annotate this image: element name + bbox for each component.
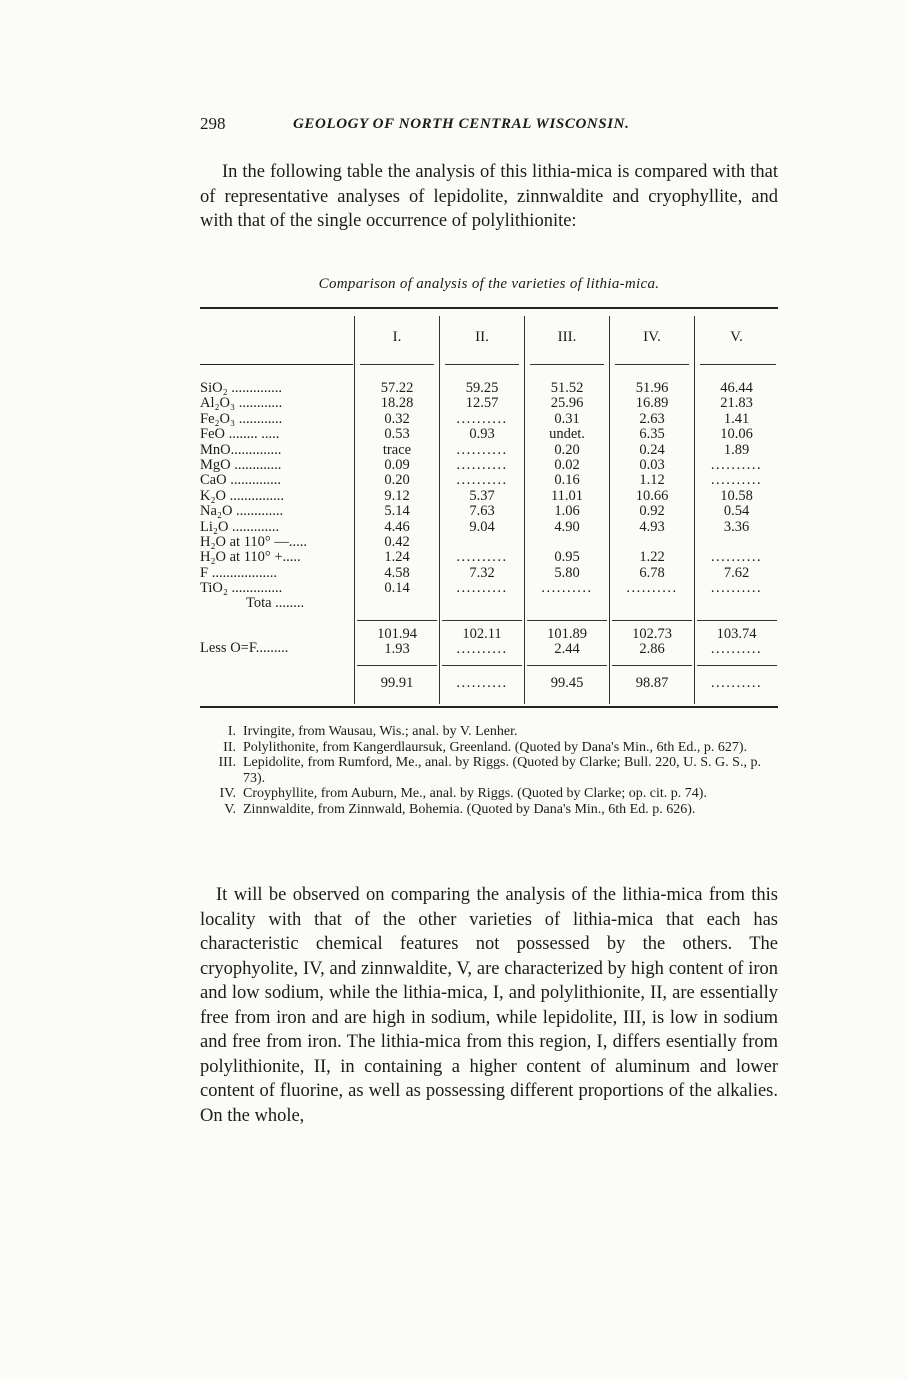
row-label: F .................. bbox=[200, 564, 277, 581]
table-cell: 0.92 bbox=[639, 503, 665, 520]
column-iv-values bbox=[610, 381, 694, 612]
table-cell: 1.22 bbox=[639, 549, 665, 566]
footnote bbox=[200, 724, 778, 740]
final-value: 99.45 bbox=[550, 675, 584, 691]
table-cell: 4.58 bbox=[384, 564, 410, 581]
table-caption: Comparison of analysis of the varieties of lithia-mica. bbox=[318, 276, 660, 292]
table-cell: 11.01 bbox=[550, 487, 584, 504]
table-cell bbox=[695, 596, 778, 611]
column-header-rule bbox=[700, 364, 776, 365]
column-ii-values bbox=[440, 381, 524, 612]
table-cell: 12.57 bbox=[465, 395, 499, 412]
less-value: 2.86 bbox=[639, 641, 665, 657]
page-header bbox=[200, 114, 780, 138]
footnote-text: Lepidolite, from Rumford, Me., anal. by Riggs. (Quoted by Clarke; Bull. 220, U. S. G. S., p. 73). bbox=[243, 755, 761, 786]
table-cell bbox=[525, 596, 609, 611]
row-label: MgO ............. bbox=[200, 456, 282, 473]
less-value: .......... bbox=[710, 641, 763, 657]
table-cell bbox=[440, 535, 524, 550]
table-cell bbox=[695, 535, 778, 550]
table-cell: 5.14 bbox=[384, 503, 410, 520]
table-cell: 7.62 bbox=[723, 564, 750, 581]
sum-rule bbox=[697, 665, 777, 666]
table-cell: 9.12 bbox=[384, 487, 410, 504]
table-cell: undet. bbox=[549, 426, 585, 443]
table-cell: .......... bbox=[456, 472, 508, 489]
table-cell: 51.96 bbox=[635, 380, 669, 396]
running-title: GEOLOGY OF NORTH CENTRAL WISCONSIN. bbox=[293, 116, 630, 132]
table-cell: .......... bbox=[456, 456, 508, 473]
table-cell: 5.80 bbox=[554, 564, 580, 581]
table-cell: 0.42 bbox=[384, 533, 410, 550]
label-header-rule bbox=[200, 364, 353, 365]
table-cell bbox=[525, 535, 609, 550]
row-label: SiO₂ .............. bbox=[200, 380, 282, 396]
table-cell: 0.09 bbox=[384, 456, 410, 473]
table-cell: 10.58 bbox=[720, 487, 753, 504]
footnote-number: III. bbox=[218, 755, 236, 770]
table-cell bbox=[610, 596, 694, 611]
table-cell: 1.89 bbox=[723, 441, 750, 458]
table-cell: 0.32 bbox=[384, 410, 410, 427]
table-cell: 0.03 bbox=[639, 456, 665, 473]
table-cell: 5.37 bbox=[469, 487, 495, 504]
column-header-i: I. bbox=[392, 329, 402, 345]
row-label: TiO₂ .............. bbox=[200, 580, 283, 597]
less-value: .......... bbox=[456, 641, 508, 657]
footnotes bbox=[200, 724, 778, 817]
footnote-text: Polylithonite, from Kangerdlaursuk, Greenland. (Quoted by Dana's Min., 6th Ed., p. 627). bbox=[243, 739, 748, 755]
sum-rule bbox=[527, 620, 607, 621]
table-top-rule bbox=[200, 307, 778, 309]
total-value: 101.94 bbox=[377, 626, 417, 642]
sum-rule bbox=[612, 665, 692, 666]
table-cell: .......... bbox=[710, 472, 763, 489]
table-cell: .......... bbox=[710, 456, 763, 473]
table-cell: 6.78 bbox=[639, 564, 665, 581]
footnote-text: Croyphyllite, from Auburn, Me., anal. by Riggs. (Quoted by Clarke; op. cit. p. 74). bbox=[243, 786, 707, 801]
table-cell bbox=[440, 596, 524, 611]
table-cell: 16.89 bbox=[635, 395, 669, 412]
table-cell: .......... bbox=[456, 410, 508, 427]
column-header-rule bbox=[530, 364, 604, 365]
sum-rule bbox=[697, 620, 777, 621]
table-cell: 0.20 bbox=[554, 441, 580, 458]
footnote bbox=[200, 802, 778, 818]
less-value: 1.93 bbox=[384, 641, 410, 657]
column-v-values bbox=[695, 381, 778, 612]
table-cell: 6.35 bbox=[639, 426, 665, 443]
table-cell: 25.96 bbox=[550, 395, 584, 412]
row-label: CaO .............. bbox=[200, 472, 281, 489]
table-bottom-rule bbox=[200, 706, 778, 708]
row-label: Li₂O ............. bbox=[200, 518, 280, 535]
sum-rule bbox=[357, 620, 437, 621]
total-value: 102.11 bbox=[462, 626, 502, 642]
table-cell: .......... bbox=[541, 580, 593, 597]
sum-rule bbox=[357, 665, 437, 666]
column-header-rule bbox=[445, 364, 519, 365]
final-value: .......... bbox=[456, 675, 508, 691]
table-cell: 1.24 bbox=[384, 549, 410, 566]
table-cell: 9.04 bbox=[469, 518, 495, 535]
column-header-v: V. bbox=[730, 329, 743, 345]
total-value: 101.89 bbox=[547, 626, 587, 642]
final-value: 99.91 bbox=[380, 675, 414, 691]
footnote-text: Zinnwaldite, from Zinnwald, Bohemia. (Quoted by Dana's Min., 6th Ed. p. 626). bbox=[243, 801, 696, 817]
column-iii-values bbox=[525, 381, 609, 612]
table-cell: 7.32 bbox=[469, 564, 495, 581]
footnote-number: I. bbox=[227, 724, 236, 739]
table-cell: 0.16 bbox=[554, 472, 580, 489]
table-cell: 0.95 bbox=[554, 549, 580, 566]
footnote bbox=[200, 786, 778, 802]
table-cell bbox=[355, 596, 439, 611]
table-cell: 0.93 bbox=[469, 426, 495, 443]
row-labels bbox=[200, 381, 352, 612]
table-cell: 0.14 bbox=[384, 580, 410, 597]
table-cell: 0.24 bbox=[639, 441, 665, 458]
column-header-iii: III. bbox=[557, 329, 577, 345]
table-cell: 46.44 bbox=[720, 380, 753, 396]
total-value: 102.73 bbox=[632, 626, 672, 642]
row-label: Fe₂O₃ ............ bbox=[200, 410, 283, 427]
column-header-iv: IV. bbox=[643, 329, 661, 345]
table-cell: 2.63 bbox=[639, 410, 665, 427]
footnote-number: II. bbox=[223, 739, 236, 755]
table-cell: 18.28 bbox=[380, 395, 414, 412]
row-label-total: Tota ........ bbox=[246, 595, 305, 612]
sum-rule bbox=[442, 620, 522, 621]
table-cell: 4.46 bbox=[384, 518, 410, 535]
footnote bbox=[200, 740, 778, 756]
row-label: FeO ........ ..... bbox=[200, 426, 280, 443]
less-value: 2.44 bbox=[554, 641, 580, 657]
footnote-number: V. bbox=[224, 801, 236, 817]
row-label: H₂O at 110° —..... bbox=[200, 533, 307, 550]
table-cell: 10.06 bbox=[720, 426, 753, 443]
table-cell: 7.63 bbox=[469, 503, 495, 520]
table-cell: 1.06 bbox=[554, 503, 580, 520]
table-cell: 0.02 bbox=[554, 456, 580, 473]
table-cell: 3.36 bbox=[723, 518, 750, 535]
table-cell: 59.25 bbox=[465, 380, 499, 396]
page-number: 298 bbox=[200, 114, 226, 133]
table-cell: 51.52 bbox=[550, 380, 584, 396]
row-label: Na₂O ............. bbox=[200, 503, 284, 520]
table-cell: .......... bbox=[456, 441, 508, 458]
table-cell: 0.20 bbox=[384, 472, 410, 489]
footnote-text: Irvingite, from Wausau, Wis.; anal. by V. Lenher. bbox=[243, 724, 518, 739]
sum-rule bbox=[612, 620, 692, 621]
table-cell: 4.90 bbox=[554, 518, 580, 535]
table-cell: 21.83 bbox=[720, 395, 753, 412]
table-cell: .......... bbox=[456, 580, 508, 597]
table-cell: .......... bbox=[710, 580, 763, 597]
intro-paragraph: In the following table the analysis of this lithia-mica is compared with that of representative analyses of lepidolite, zinnwaldite and cryophyllite, and with that of the single occurrence of polylithionite: bbox=[200, 162, 778, 231]
table-cell: trace bbox=[382, 441, 412, 458]
table-cell: 10.66 bbox=[635, 487, 669, 504]
table-cell: 57.22 bbox=[380, 380, 414, 396]
body-paragraph: It will be observed on comparing the analysis of the lithia-mica from this locality with that of the other varieties of lithia-mica that each has characteristic chemical features not possessed by the others. The cryophyolite, IV, and zinnwaldite, V, are characterized by high content of iron and low sodium, while the lithia-mica, I, and polylithionite, II, are essentially free from iron and are high in sodium, while lepidolite, III, is low in sodium and free from iron. The lithia-mica from this region, I, differs esentially from polylithionite, II, in containing a higher content of aluminum and lower content of fluorine, as well as possessing different proportions of the alkalies. On the whole, bbox=[200, 885, 778, 1126]
footnote-number: IV. bbox=[219, 786, 236, 801]
table-cell: 0.31 bbox=[554, 410, 580, 427]
column-i-values bbox=[355, 381, 439, 612]
row-label: MnO.............. bbox=[200, 441, 282, 458]
column-header-rule bbox=[615, 364, 689, 365]
footnote bbox=[200, 755, 778, 786]
column-header-rule bbox=[360, 364, 434, 365]
row-label: H₂O at 110° +..... bbox=[200, 549, 301, 566]
table-cell: 0.53 bbox=[384, 426, 410, 443]
table-cell: 0.54 bbox=[723, 503, 750, 520]
total-value: 103.74 bbox=[716, 626, 757, 642]
column-header-ii: II. bbox=[475, 329, 489, 345]
table-cell: .......... bbox=[626, 580, 678, 597]
sum-rule bbox=[442, 665, 522, 666]
table-cell bbox=[610, 535, 694, 550]
final-value: .......... bbox=[710, 675, 763, 691]
table-cell: 1.12 bbox=[639, 472, 665, 489]
table-cell: .......... bbox=[456, 549, 508, 566]
table-cell: 1.41 bbox=[723, 410, 750, 427]
less-o-f-label: Less O=F......... bbox=[200, 640, 289, 656]
table-cell: .......... bbox=[710, 549, 763, 566]
table-cell: 4.93 bbox=[639, 518, 665, 535]
sum-rule bbox=[527, 665, 607, 666]
row-label: K₂O ............... bbox=[200, 487, 284, 504]
row-label: Al₂O₃ ............ bbox=[200, 395, 283, 412]
final-value: 98.87 bbox=[635, 675, 669, 691]
